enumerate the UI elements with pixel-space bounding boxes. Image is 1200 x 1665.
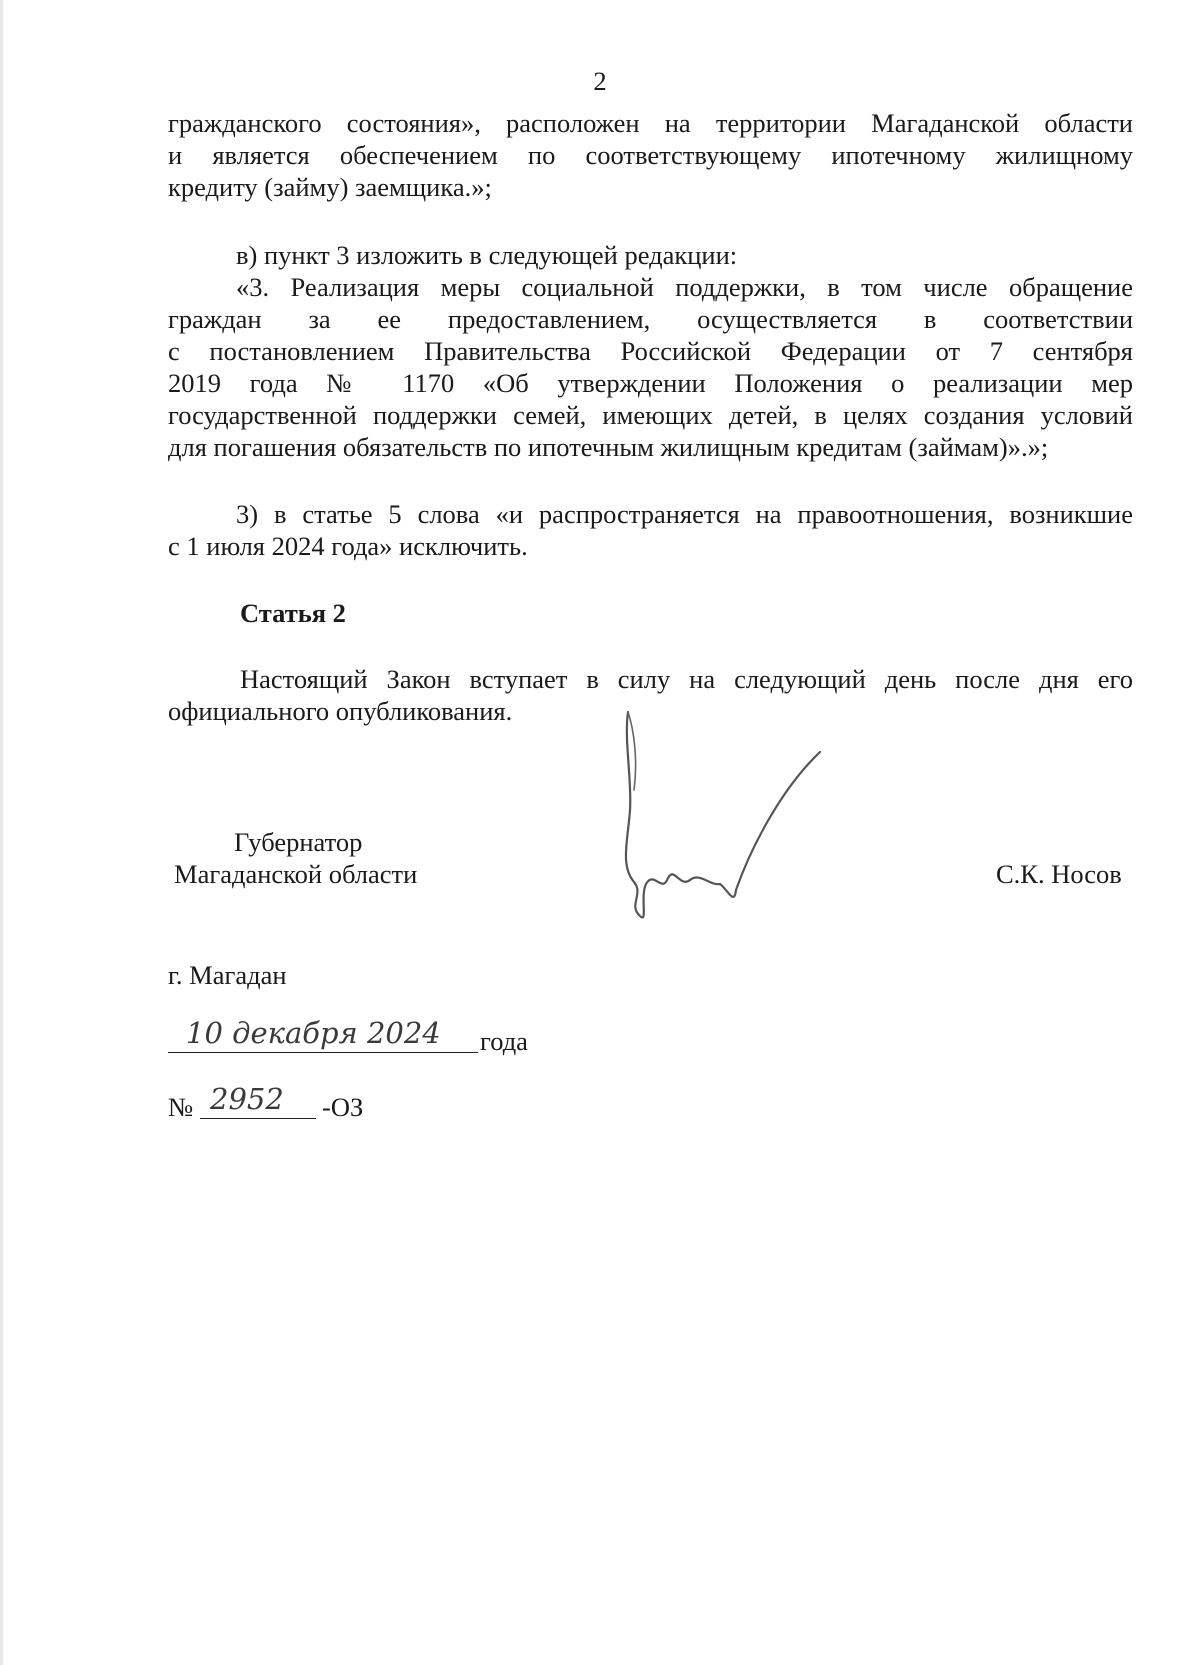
page-edge bbox=[0, 0, 3, 1665]
handwritten-number: 2952 bbox=[210, 1082, 284, 1116]
article-text-line: официального опубликования. bbox=[168, 696, 513, 726]
signatory-name: С.К. Носов bbox=[996, 859, 1122, 889]
paragraph-line: государственной поддержки семей, имеющих детей, в целях создания условий bbox=[168, 400, 1133, 430]
date-underline bbox=[168, 1052, 478, 1053]
paragraph-line: гражданского состояния», расположен на территории Магаданской области bbox=[168, 108, 1133, 138]
page-number: 2 bbox=[593, 66, 607, 96]
number-suffix: -ОЗ bbox=[322, 1092, 364, 1122]
handwritten-date: 10 декабря 2024 bbox=[186, 1016, 441, 1050]
paragraph-line: 2019 года № 1170 «Об утверждении Положения о реализации мер bbox=[168, 368, 1133, 398]
article-heading: Статья 2 bbox=[240, 598, 346, 628]
paragraph-line: кредиту (займу) заемщика.»; bbox=[168, 172, 492, 202]
handwritten-signature bbox=[610, 700, 830, 940]
paragraph-line: с 1 июля 2024 года» исключить. bbox=[168, 531, 528, 561]
paragraph-line: 3) в статье 5 слова «и распространяется на правоотношения, возникшие bbox=[236, 499, 1133, 529]
paragraph-line: граждан за ее предоставлением, осуществляется в соответствии bbox=[168, 304, 1133, 334]
paragraph-line: «3. Реализация меры социальной поддержки, в том числе обращение bbox=[236, 272, 1133, 302]
city: г. Магадан bbox=[168, 960, 287, 990]
signatory-title: Губернатор bbox=[234, 827, 363, 857]
paragraph-line: с постановлением Правительства Российской Федерации от 7 сентября bbox=[168, 336, 1133, 366]
paragraph-line: и является обеспечением по соответствующему ипотечному жилищному bbox=[168, 140, 1133, 170]
signatory-region: Магаданской области bbox=[174, 859, 418, 889]
number-underline bbox=[200, 1118, 316, 1119]
article-text-line: Настоящий Закон вступает в силу на следующий день после дня его bbox=[240, 664, 1133, 694]
date-suffix: года bbox=[480, 1026, 528, 1056]
paragraph-line: в) пункт 3 изложить в следующей редакции: bbox=[236, 240, 738, 270]
paragraph-line: для погашения обязательств по ипотечным жилищным кредитам (займам)».»; bbox=[168, 432, 1049, 462]
number-sign: № bbox=[168, 1092, 194, 1122]
